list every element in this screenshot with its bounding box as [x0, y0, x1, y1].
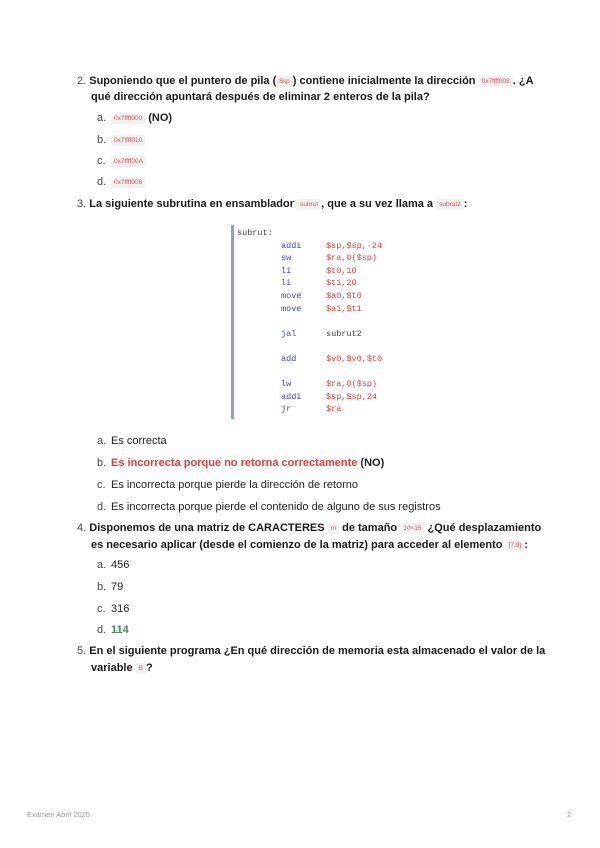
option-letter: c. [97, 155, 106, 167]
option-2c [97, 155, 146, 167]
code-chip: 0x7ffff00A [111, 156, 146, 167]
option-3a [97, 435, 167, 447]
question-text: La siguiente subrutina en ensamblador [89, 198, 295, 210]
option-text-wrong: Es incorrecta porque no retorna correctamente [111, 457, 358, 469]
question-text: Suponiendo que el puntero de pila ( [89, 75, 277, 87]
question-4-line-1 [77, 522, 541, 534]
option-letter: b. [97, 457, 107, 469]
code-chip: subrut2 [436, 199, 464, 210]
question-text: Disponemos de una matriz de CARACTERES [89, 522, 325, 534]
code-args: $t0,10 [326, 265, 357, 276]
question-text: : [463, 198, 468, 210]
option-text: Es incorrecta porque pierde el contenido de alguno de sus registros [111, 501, 441, 513]
option-3c [97, 479, 358, 491]
question-text: : [524, 539, 528, 551]
question-number: 3. [77, 198, 87, 210]
code-chip: 10×15 [400, 523, 424, 534]
question-text: ¿Qué desplazamiento [427, 522, 542, 534]
code-args: $a0,$t0 [326, 291, 362, 301]
option-4a [97, 559, 129, 571]
option-text: 316 [111, 603, 130, 615]
option-2b [97, 134, 145, 146]
option-3d [97, 501, 441, 513]
option-text: 456 [111, 559, 130, 571]
code-args: $t1,20 [326, 278, 357, 289]
question-5-line-1 [77, 645, 545, 657]
option-note: (NO) [360, 457, 385, 469]
question-text: variable [91, 662, 133, 674]
code-chip: subrut [297, 199, 321, 210]
question-2-line-1 [77, 75, 534, 87]
code-instruction: jal [281, 328, 297, 339]
option-letter: a. [97, 112, 107, 124]
question-text: , que a su vez llama a [321, 198, 434, 210]
question-4-line-2 [91, 539, 528, 551]
code-args: $v0,$v0,$t0 [326, 354, 383, 364]
option-4c [97, 603, 129, 615]
option-text-correct: 114 [111, 624, 129, 636]
option-4d [97, 624, 129, 636]
code-chip: $sp [276, 76, 292, 87]
code-args: $a1,$t1 [326, 303, 362, 314]
code-chip: [7,9] [506, 540, 525, 551]
code-instruction: sw [281, 253, 292, 264]
question-2-line-2: qué dirección apuntará después de eliminar 2 enteros de la pila? [91, 91, 430, 103]
option-text: 79 [111, 581, 124, 593]
option-letter: c. [97, 479, 106, 491]
option-text: Es incorrecta porque pierde la dirección de retorno [111, 479, 359, 491]
code-instruction: li [281, 265, 292, 276]
question-text: ) contiene inicialmente la dirección [292, 75, 476, 87]
code-chip: 0x7ffff010 [111, 135, 145, 146]
assembly-code-block [231, 225, 408, 419]
option-letter: a. [97, 559, 107, 571]
option-text: Es correcta [111, 435, 167, 447]
option-4b [97, 581, 123, 593]
question-text: ? [146, 662, 153, 674]
page-number: 2 [567, 810, 572, 819]
question-text: es necesario aplicar (desde el comienzo de la matriz) para acceder al elemento [91, 539, 503, 551]
code-chip: 0x7ffff006 [111, 177, 145, 188]
code-chip: B [136, 663, 146, 674]
footer-exam-title: Examen Abril 2025 [27, 810, 90, 819]
question-text: de tamaño [342, 522, 398, 534]
code-instruction: li [281, 278, 292, 289]
code-chip: 0x7ffff008 [479, 76, 513, 87]
code-args: $ra,0($sp) [326, 379, 378, 390]
code-args: $ra,0($sp) [326, 253, 378, 264]
question-5-line-2 [91, 662, 153, 674]
option-note: (NO) [148, 112, 173, 124]
code-instruction: jr [281, 404, 292, 415]
code-chip: m [328, 523, 339, 534]
code-instruction: addi [281, 240, 302, 251]
code-label: subrut: [237, 228, 273, 238]
code-args: subrut2 [326, 328, 362, 339]
option-letter: a. [97, 435, 107, 447]
code-instruction: add [281, 354, 297, 364]
code-instruction: addi [281, 391, 302, 402]
option-letter: d. [97, 501, 107, 513]
code-args: $sp,$sp,-24 [326, 240, 383, 251]
question-number: 4. [77, 522, 87, 534]
option-letter: b. [97, 581, 107, 593]
option-letter: d. [97, 624, 107, 636]
option-3b [97, 457, 384, 469]
code-instruction: move [281, 291, 302, 301]
code-args: $ra [326, 404, 342, 415]
option-letter: d. [97, 176, 107, 188]
question-3-line-1 [77, 198, 467, 210]
option-2a [97, 112, 172, 124]
option-letter: b. [97, 134, 107, 146]
option-letter: c. [97, 603, 106, 615]
question-number: 5. [77, 645, 87, 657]
code-instruction: move [281, 303, 302, 314]
question-text: En el siguiente programa ¿En qué dirección de memoria esta almacenado el valor de la [89, 645, 546, 657]
question-number: 2. [77, 75, 87, 87]
option-2d [97, 176, 145, 188]
code-chip: 0x7ffff000 [111, 113, 145, 124]
question-text: . ¿A [512, 75, 534, 87]
code-args: $sp,$sp,24 [326, 391, 378, 402]
code-instruction: lw [281, 379, 292, 390]
